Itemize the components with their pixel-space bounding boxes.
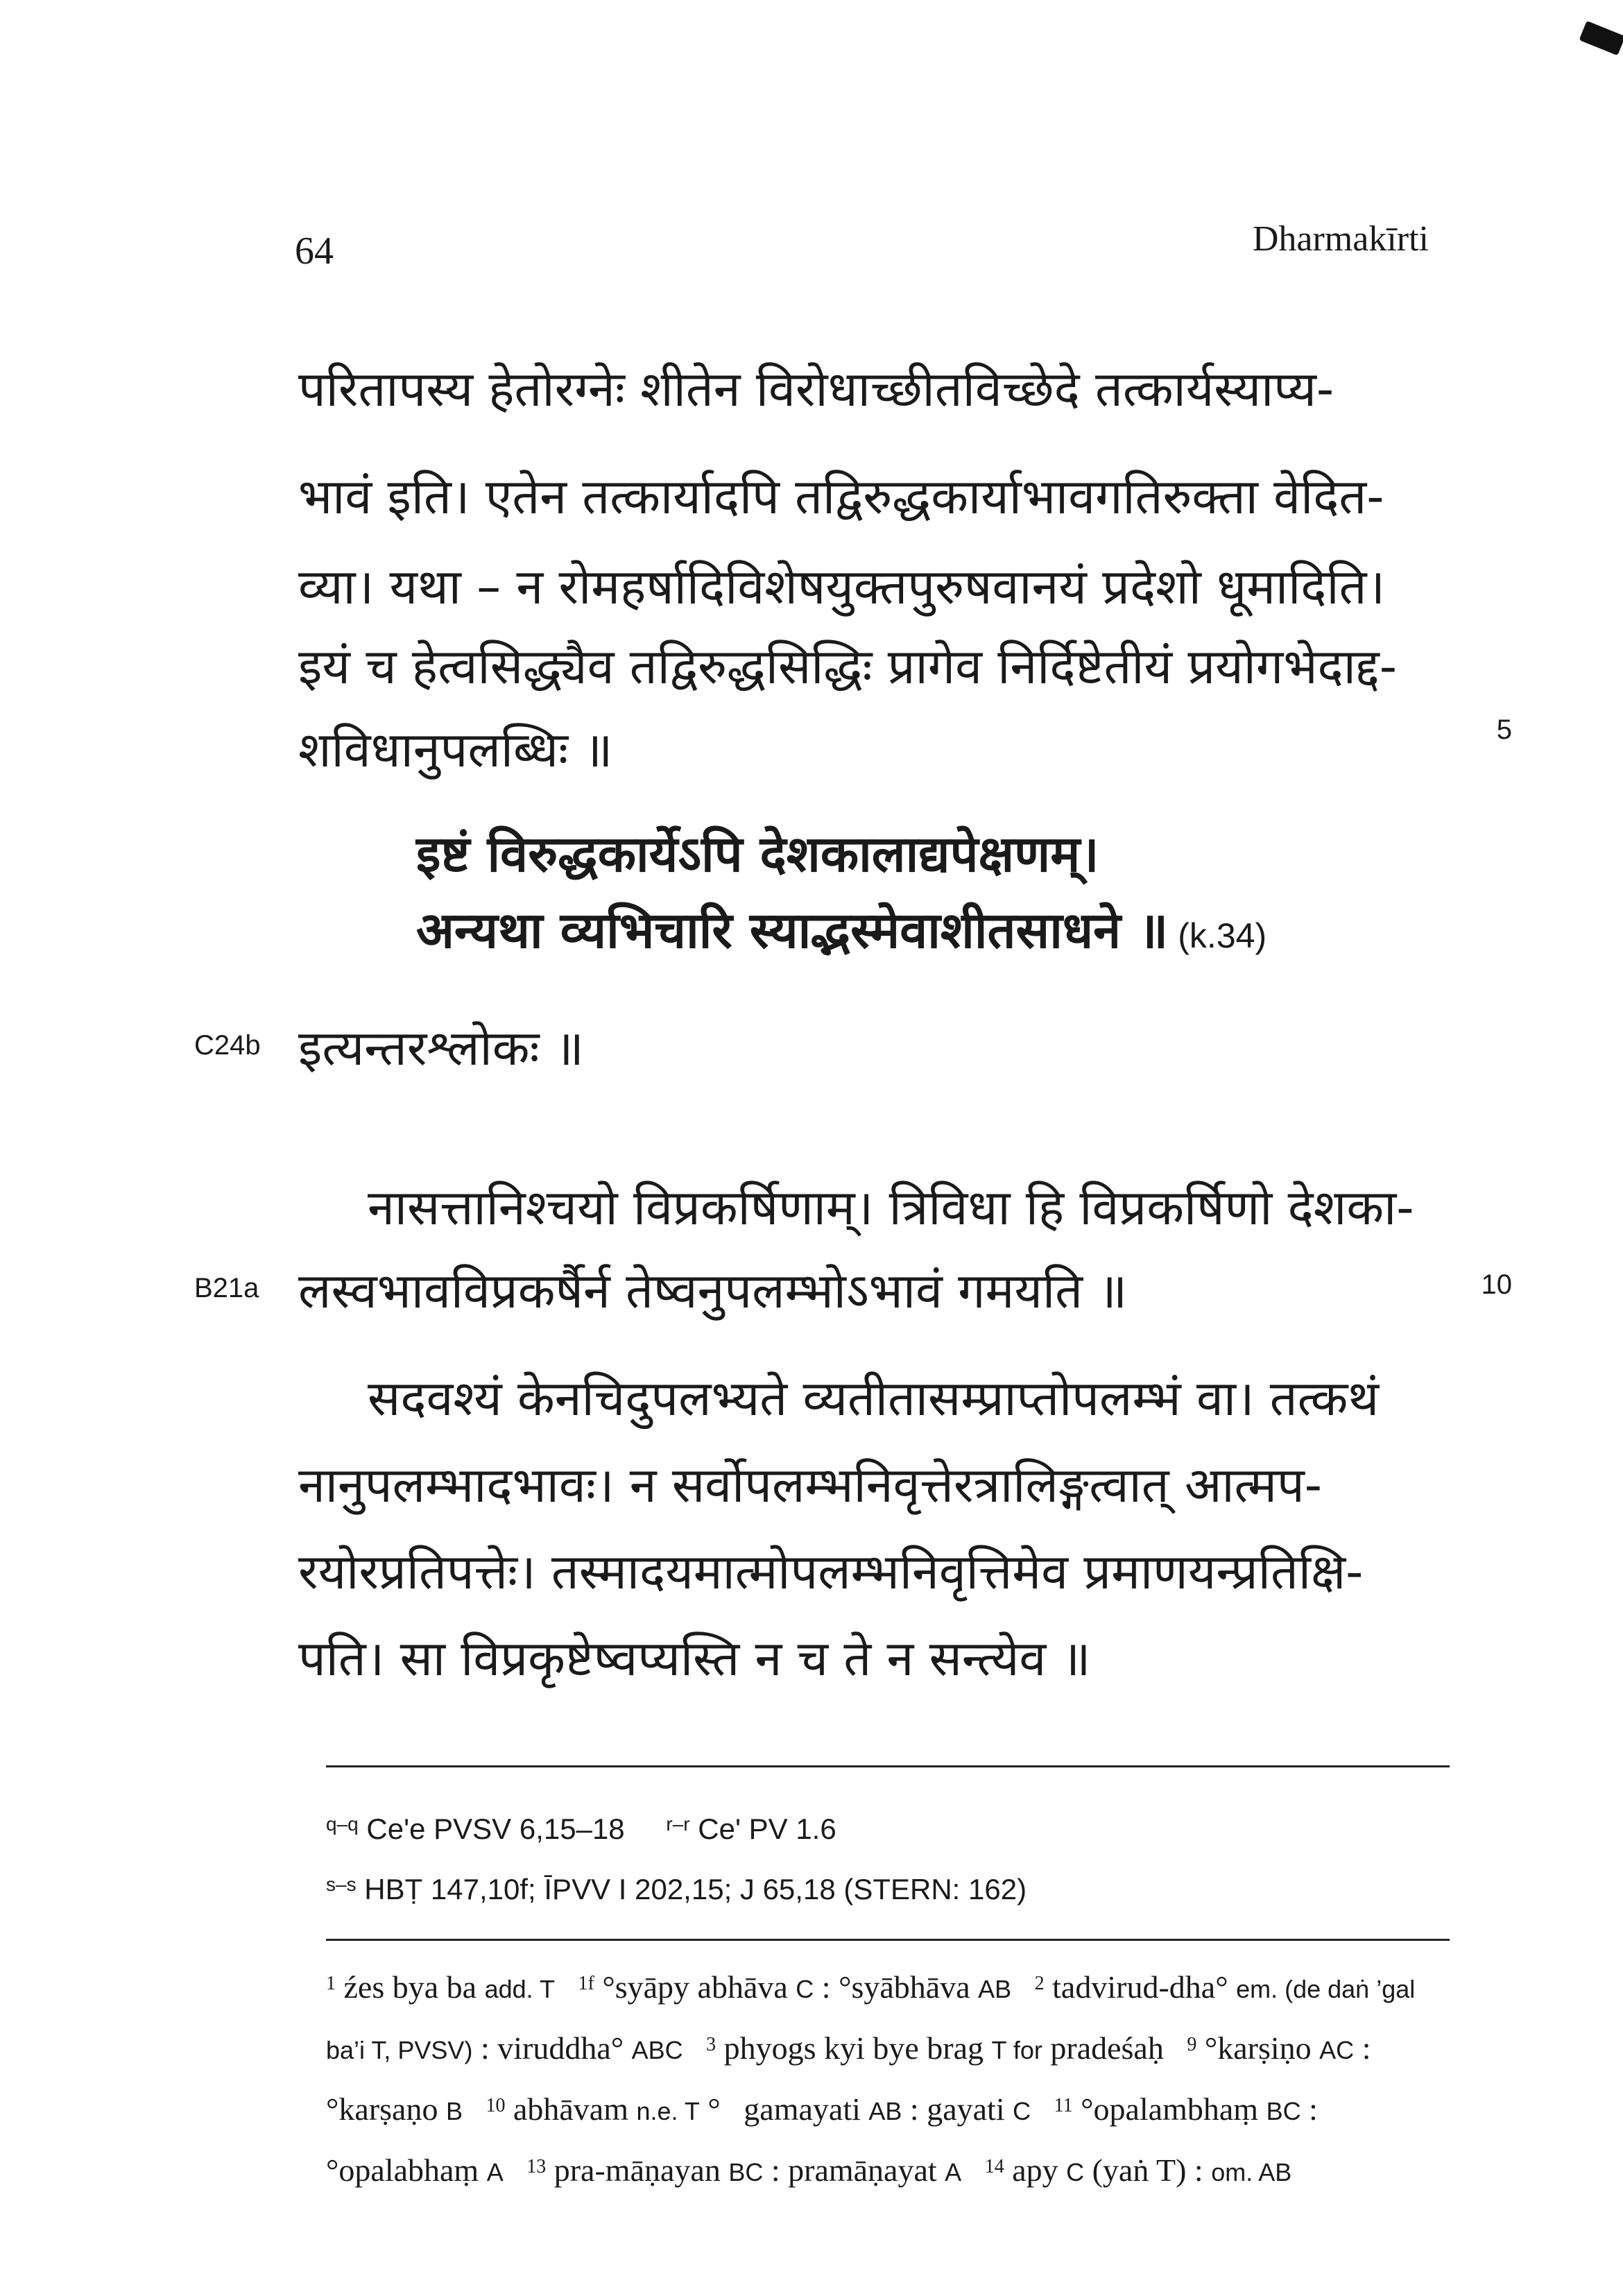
apparatus-rule-2	[326, 1939, 1450, 1941]
sources-apparatus	[326, 1797, 1457, 1917]
paragraph-1-line-5: शविधानुपलब्धिः ॥	[298, 721, 613, 778]
paragraph-2-line-2: लस्वभावविप्रकर्षैर्न तेष्वनुपलम्भोऽभावं गमयति ॥	[298, 1262, 1128, 1319]
apparatus-rule-1	[326, 1765, 1450, 1767]
paragraph-3-line-3: रयोरप्रतिपत्तेः। तस्मादयमात्मोपलम्भनिवृत्तिमेव प्रमाणयन्प्रतिक्षि-	[298, 1543, 1364, 1600]
source-entry: $^{s-s}$ HBṬ 147,10f; ĪPVV I 202,15; J 65,18 (STERN: 162)	[326, 1873, 1027, 1905]
source-entry: $^{q-q}$ Ce'e PVSV 6,15–18	[326, 1813, 625, 1845]
verse-line-1: इष्टं विरुद्धकार्येऽपि देशकालाद्यपेक्षणम्।	[416, 825, 1099, 883]
variant-entry: $^{1f}$ °syāpy abhāva C : °syābhāva AB	[578, 1969, 1012, 2005]
variants-apparatus	[326, 1956, 1457, 2200]
paragraph-3-line-4: पति। सा विप्रकृष्टेष्वप्यस्ति न च ते न सन्त्येव ॥	[298, 1630, 1091, 1687]
variant-entry: $^2$ tadvirud-dha° em. (de daṅ ’gal ba’i T, PVSV) : viruddha° ABC	[326, 1969, 1416, 2066]
paragraph-1-line-3: व्या। यथा – न रोमहर्षादिविशेषयुक्तपुरुषवानयं प्रदेशो धूमादिति।	[298, 558, 1386, 615]
source-entry: $^{r-r}$ Ce' PV 1.6	[666, 1813, 836, 1845]
verse-reference: (k.34)	[1178, 916, 1267, 955]
variant-entry: $^{11}$ °opalambhaṃ BC : °opalabhaṃ A	[326, 2091, 1318, 2188]
variant-entry: $^{10}$ abhāvam n.e. T °	[486, 2091, 721, 2127]
margin-ref-b21a: B21a	[194, 1273, 259, 1303]
margin-ref-c24b: C24b	[194, 1030, 261, 1061]
line-number-5: 5	[1496, 714, 1512, 745]
paragraph-3-line-2: नानुपलम्भादभावः। न सर्वोपलम्भनिवृत्तेरत्रालिङ्गत्वात् आत्मप-	[298, 1457, 1323, 1514]
line-number-10: 10	[1481, 1269, 1512, 1300]
paragraph-1-line-2: भावं इति। एतेन तत्कार्यादपि तद्विरुद्धकार्याभावगतिरुक्ता वेदित-	[298, 468, 1384, 525]
variant-entry: $^1$ źes bya ba add. T	[326, 1969, 555, 2005]
verse-line-2	[416, 895, 1266, 963]
variant-entry: $^{13}$ pra-māṇayan BC : pramāṇayat A	[526, 2152, 962, 2188]
variant-entry: gamayati AB : gayati C	[744, 2091, 1031, 2127]
running-head: Dharmakīrti	[1252, 219, 1429, 259]
scan-artifact	[1579, 21, 1623, 55]
paragraph-1-line-1: परितापस्य हेतोरग्नेः शीतेन विरोधाच्छीतविच्छेदे तत्कार्यस्याप्य-	[298, 361, 1334, 418]
variant-entry: $^{14}$ apy C (yaṅ T) : om. AB	[984, 2152, 1292, 2188]
variant-entry: $^9$ °karṣiṇo AC : °karṣaṇo B	[326, 2030, 1371, 2127]
paragraph-2-line-1: नासत्तानिश्चयो विप्रकर्षिणाम्। त्रिविधा हि विप्रकर्षिणो देशका-	[368, 1179, 1414, 1236]
variant-entry: $^3$ phyogs kyi bye brag T for pradeśaḥ	[706, 2030, 1164, 2066]
verse-line-2-text: अन्यथा व्यभिचारि स्याद्भस्मेवाशीतसाधने ॥	[416, 901, 1169, 959]
page-number: 64	[295, 230, 334, 273]
paragraph-1-line-4: इयं च हेत्वसिद्ध्यैव तद्विरुद्धसिद्धिः प्रागेव निर्दिष्टेतीयं प्रयोगभेदाद्द-	[298, 638, 1397, 695]
paragraph-3-line-1: सदवश्यं केनचिदुपलभ्यते व्यतीतासम्प्राप्तोपलम्भं वा। तत्कथं	[368, 1370, 1380, 1427]
antara-shloka-line: इत्यन्तरश्लोकः ॥	[298, 1020, 584, 1077]
